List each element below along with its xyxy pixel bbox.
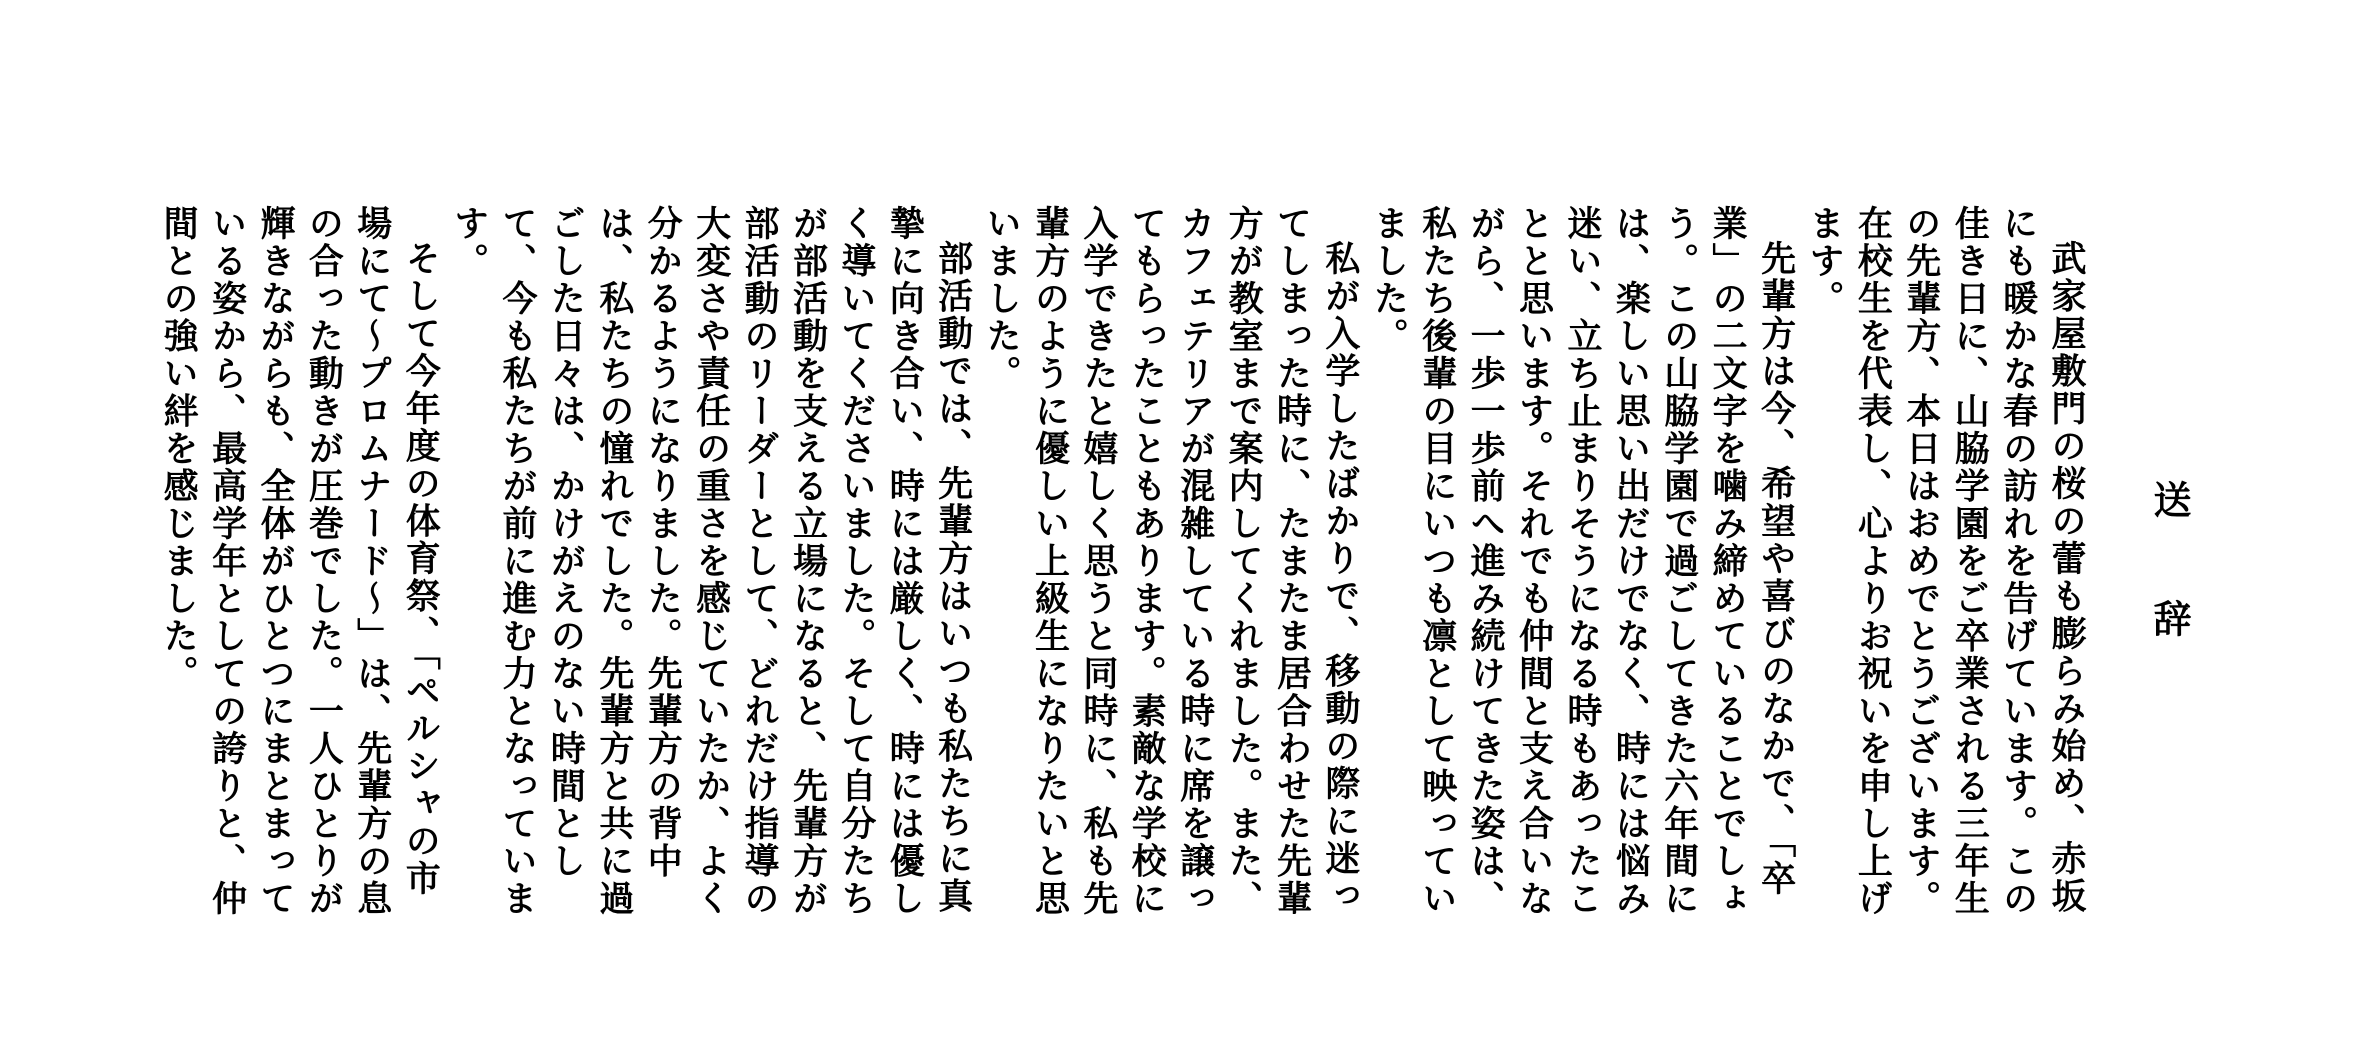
paragraph-1: 武家屋敷門の桜の蕾も膨らみ始め、赤坂にも暖かな春の訪れを告げています。この佳き日に、山脇学園をご卒業される三年生の先輩方、本日はおめでとうございます。在校生を代表し、心よりお祝いを申し上げます。 bbox=[1803, 205, 2087, 918]
paragraph-5: そして今年度の体育祭、「ペルシャの市場にて～プロムナード～」は、先輩方の息の合った動きが圧巻でした。一人ひとりが輝きながらも、全体がひとつにまとまっている姿から、最高学年としての誇りと、仲間との強い絆を感じました。 bbox=[158, 205, 442, 918]
document-body bbox=[158, 205, 2090, 925]
paragraph-4: 部活動では、先輩方はいつも私たちに真摯に向き合い、時には厳しく、時には優しく導いてくださいました。そして自分たちが部活動を支える立場になると、先輩方が部活動のリーダーとして、どれだけ指導の大変さや責任の重さを感じていたか、よく分かるようになりました。先輩方の背中は、私たちの憧れでした。先輩方と共に過ごした日々は、かけがえのない時間として、今も私たちが前に進む力となっています。 bbox=[448, 205, 974, 918]
document-title: 送 辞 bbox=[2147, 480, 2192, 672]
paragraph-2: 先輩方は今、希望や喜びのなかで、「卒業」の二文字を噛み締めていることでしょう。この山脇学園で過ごしてきた六年間には、楽しい思い出だけでなく、時には悩み迷い、立ち止まりそうになる時もあったことと思います。それでも仲間と支え合いながら、一歩一歩前へ進み続けてきた姿は、私たち後輩の目にいつも凛として映っていました。 bbox=[1368, 205, 1797, 918]
paragraph-3: 私が入学したばかりで、移動の際に迷ってしまった時に、たまたま居合わせた先輩方が教室まで案内してくれました。また、カフェテリアが混雑している時に席を譲ってもらったこともあります。素敵な学校に入学できたと嬉しく思うと同時に、私も先輩方のように優しい上級生になりたいと思いました。 bbox=[981, 205, 1361, 918]
